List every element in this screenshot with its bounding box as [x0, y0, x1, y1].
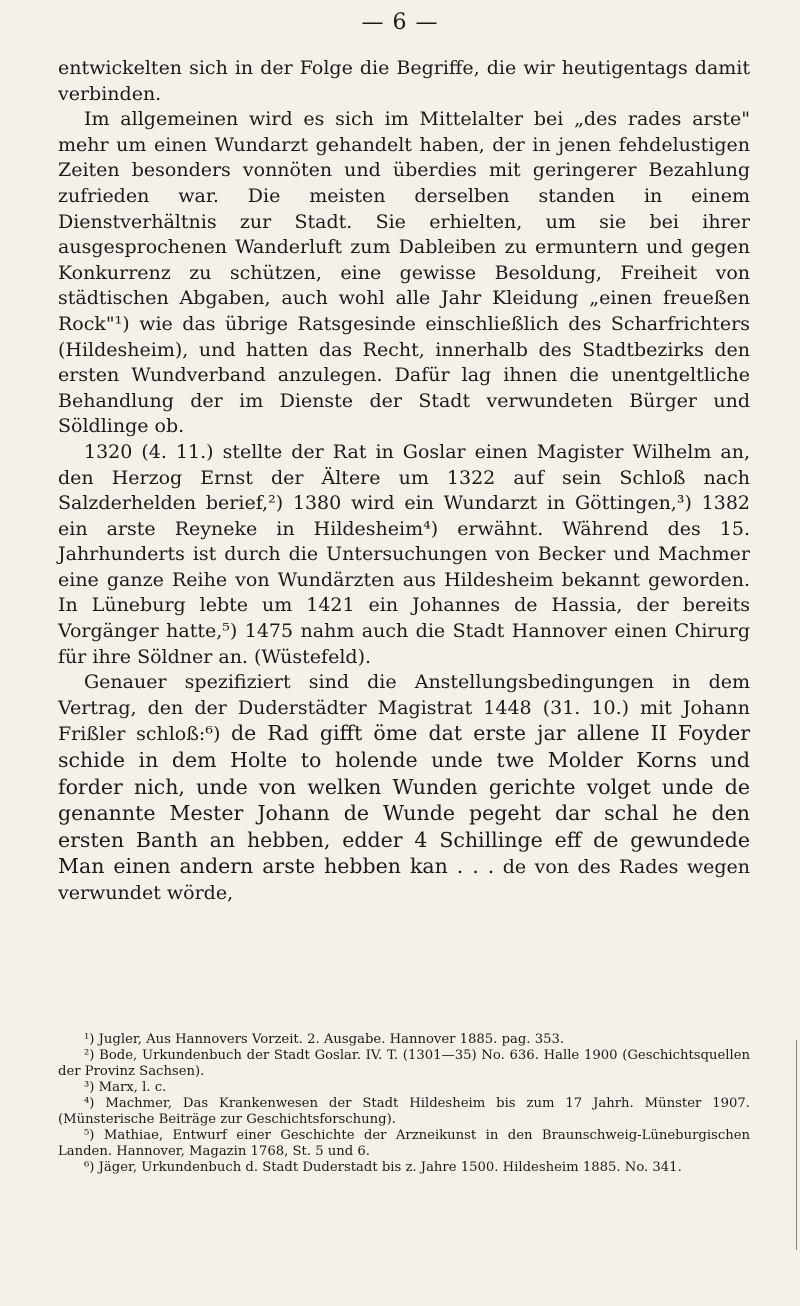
footnote: ⁶) Jäger, Urkundenbuch d. Stadt Duderstadt bis z. Jahre 1500. Hildesheim 1885. No. 341. [84, 1160, 682, 1175]
footnote: ⁵) Mathiae, Entwurf einer Geschichte der Arzneikunst in den Braunschweig-Lüneburgischen Landen. Hannover, Magazin 1768, St. 5 und 6. [58, 1128, 750, 1159]
footnote: ⁴) Machmer, Das Krankenwesen der Stadt Hildesheim bis zum 17 Jahrh. Münster 1907. (Münsterische Beiträge zur Geschichtsforschung). [58, 1096, 750, 1127]
paragraph: entwickelten sich in der Folge die Begriffe, die wir heutigentags damit verbinden. [58, 57, 750, 105]
paragraph: 1320 (4. 11.) stellte der Rat in Goslar einen Magister Wilhelm an, den Herzog Ernst der Ältere um 1322 auf sein Schloß nach Salzderhelden berief,²) 1380 wird ein Wundarzt in Göttingen,³) 1382 ein arste Reyneke in Hildesheim⁴) erwähnt. Während des 15. Jahrhunderts ist durch die Untersuchungen von Becker und Machmer eine ganze Reihe von Wundärzten aus Hildesheim bekannt geworden. In Lüneburg lebte um 1421 ein Johannes de Hassia, der bereits Vorgänger hatte,⁵) 1475 nahm auch die Stadt Hannover einen Chirurg für ihre Söldner an. (Wüstefeld). [58, 440, 750, 668]
paragraph-tail: de von des Rades wegen verwundet wörde, [58, 856, 750, 904]
paragraph [58, 670, 750, 906]
footnote: ³) Marx, l. c. [84, 1080, 167, 1095]
paragraph-text: Genauer spezifiziert sind die Anstellungsbedingungen in dem Vertrag, den der Duderstädter Magistrat 1448 (31. 10.) mit Johann Frißler schloß:⁶) [58, 671, 750, 746]
main-text [58, 56, 750, 907]
page-edge-line [796, 1040, 797, 1250]
paragraph: Im allgemeinen wird es sich im Mittelalter bei „des rades arste" mehr um einen Wundarzt gehandelt haben, der in jenen fehdelustigen Zeiten besonders vonnöten und überdies mit geringerer Bezahlung zufrieden war. Die meisten derselben standen in einem Dienstverhältnis zur Stadt. Sie erhielten, um sie bei ihrer ausgesprochenen Wanderluft zum Dableiben zu ermuntern und gegen Konkurrenz zu schützen, eine gewisse Besoldung, Freiheit von städtischen Abgaben, auch wohl alle Jahr Kleidung „einen freueßen Rock"¹) wie das übrige Ratsgesinde einschließlich des Scharfrichters (Hildesheim), und hatten das Recht, innerhalb des Stadtbezirks den ersten Wundverband anzulegen. Dafür lag ihnen die unentgeltliche Behandlung der im Dienste der Stadt verwundeten Bürger und Söldlinge ob. [58, 108, 750, 438]
page-number: — 6 — [361, 10, 439, 35]
footnote: ²) Bode, Urkundenbuch der Stadt Goslar. IV. T. (1301—35) No. 636. Halle 1900 (Geschichtsquellen der Provinz Sachsen). [58, 1048, 750, 1079]
footnote: ¹) Jugler, Aus Hannovers Vorzeit. 2. Ausgabe. Hannover 1885. pag. 353. [84, 1032, 565, 1047]
quoted-contract: de Rad gifft öme dat erste jar allene II Foyder schide in dem Holte to holende unde twe Molder Korns und forder nich, unde von welken Wunden gerichte volget unde de genannte Mester Johann de Wunde pegeht dar schal he den ersten Banth an hebben, edder 4 Schillinge eff de gewundede Man einen andern arste hebben kan . . . [58, 721, 751, 879]
footnotes [58, 1032, 750, 1176]
